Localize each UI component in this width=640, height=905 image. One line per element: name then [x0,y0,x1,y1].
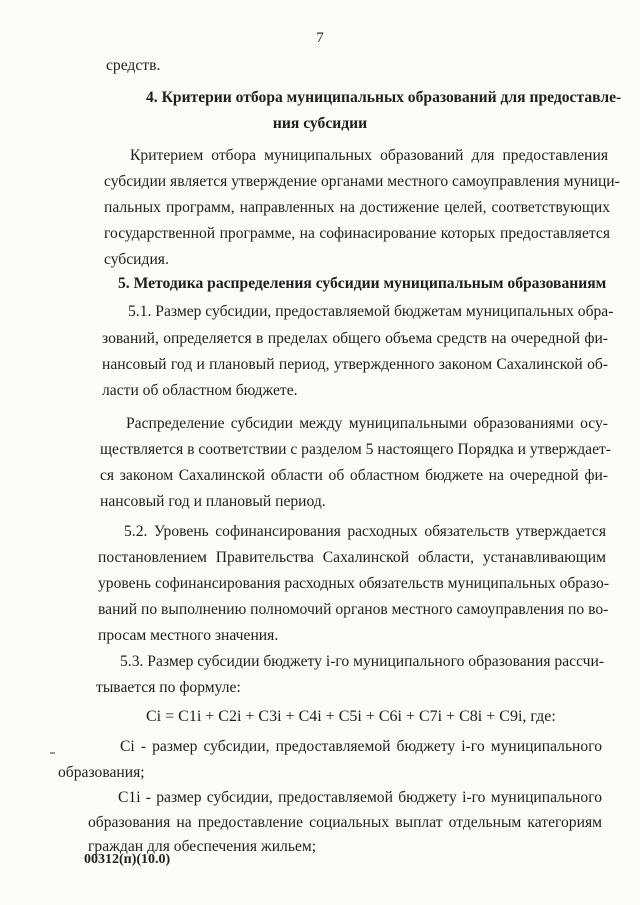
paragraph-line: тывается по формуле: [96,679,241,696]
footer-document-code: 00312(п)(10.0) [84,852,171,867]
definition-line: Ci - размер субсидии, предоставляемой бюджету i-го муниципального [120,738,602,755]
section-heading-4-continued: ния субсидии [272,115,368,132]
definition-line: образования на предоставление социальных выплат отдельным категориям [88,814,602,831]
section-heading-4: 4. Критерии отбора муниципальных образований для предоставле- [146,89,622,106]
paragraph-line: просам местного значения. [98,627,279,644]
paragraph-line: ваний по выполнению полномочий органов местного самоуправления по во- [98,601,609,618]
paragraph-line: 5.3. Размер субсидии бюджету i-го муниципального образования рассчи- [120,653,605,670]
section-heading-5: 5. Методика распределения субсидии муниципальным образованиям [118,275,607,292]
definition-line: образования; [58,764,145,781]
paragraph-line: Распределение субсидии между муниципальными образованиями осу- [126,415,608,432]
paragraph-line: уровень софинансирования расходных обязательств муниципальных образо- [98,575,610,592]
paragraph-line: ществляется в соответствии с разделом 5 настоящего Порядка и утверждает- [100,441,611,458]
paragraph-line: 5.2. Уровень софинансирования расходных обязательств утверждается [124,523,606,540]
definition-line: граждан для обеспечения жильем; [88,838,317,855]
definition-line: C1i - размер субсидии, предоставляемой бюджету i-го муниципального [118,789,602,806]
paragraph-line: 5.1. Размер субсидии, предоставляемой бюджетам муниципальных обра- [128,303,614,320]
scan-mark [50,752,55,754]
paragraph-line: субсидия. [104,251,169,268]
paragraph-line: зований, определяется в пределах общего объема средств на очередной фи- [102,330,608,347]
paragraph-line: пальных программ, направленных на достижение целей, соответствующих [104,199,610,216]
formula: Ci = C1i + C2i + C3i + C4i + C5i + C6i + C7i + C8i + C9i, где: [146,708,556,725]
text-line: средств. [106,57,161,74]
paragraph-line: постановлением Правительства Сахалинской области, устанавливающим [98,549,606,566]
paragraph-line: государственной программе, на софинасирование которых предоставляется [104,225,610,242]
paragraph-line: нансовый год и плановый период. [100,493,326,510]
paragraph-line: Критерием отбора муниципальных образований для предоставления [130,147,608,164]
page-number: 7 [316,30,324,46]
paragraph-line: нансовый год и плановый период, утвержденного законом Сахалинской об- [102,356,608,373]
paragraph-line: ласти об областном бюджете. [102,382,298,399]
paragraph-line: ся законом Сахалинской области об областном бюджете на очередной фи- [100,467,608,484]
paragraph-line: субсидии является утверждение органами местного самоуправления муници- [104,173,620,190]
